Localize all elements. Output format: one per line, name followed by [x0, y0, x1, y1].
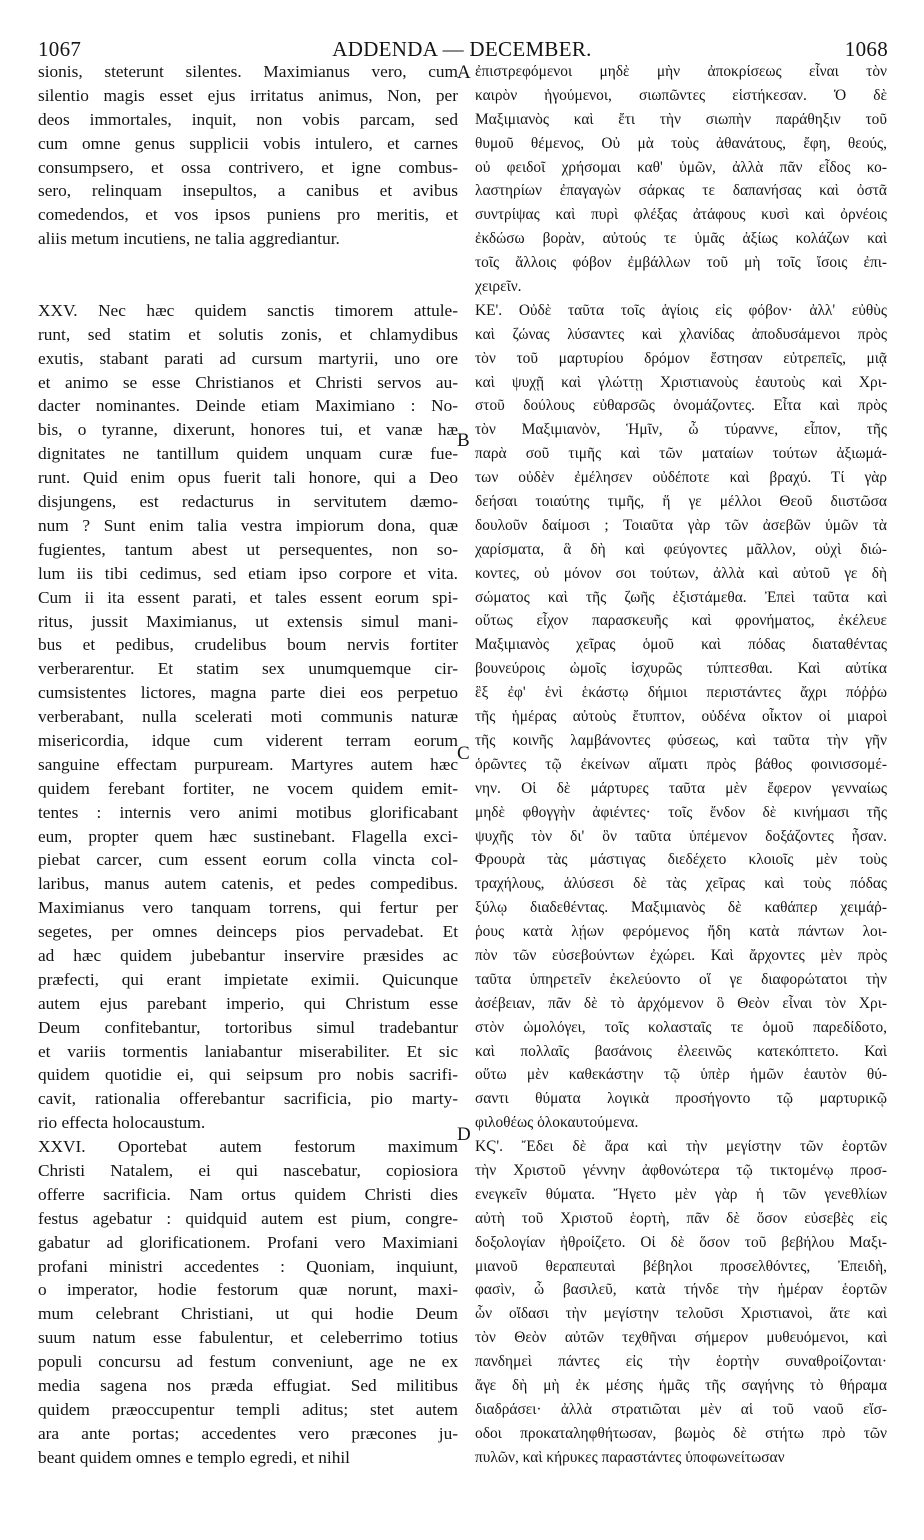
text-line: πανδημεὶ πάντες εἰς τὴν ἑορτὴν συναθροίζονται· [475, 1353, 887, 1371]
text-line: segetes, per omnes deinceps pios pervadebat. Et [38, 922, 458, 942]
text-line: μηδὲ φθογγὴν ἀφιέντες· τοῖς ἔνδον δὲ κινήμασι τῆς [475, 803, 887, 821]
text-line: comedendos, et vos ipsos puniens pro meritis, et [38, 205, 458, 225]
text-line: πυλῶν, καὶ κήρυκες παραστάντες ὑποφωνείτωσαν [475, 1448, 785, 1466]
text-line: et variis tormentis laniabantur miserabiliter. Et sic [38, 1041, 458, 1061]
text-line: βουνεύροις ὠμοῖς ἰσχυρῶς τύπτεσθαι. Καὶ αὐτίκα [475, 660, 887, 678]
text-line: ΚΕ'. Οὐδὲ ταῦτα τοῖς ἁγίοις εἰς φόβον· ἀλλ' εὐθὺς [475, 301, 887, 319]
text-line: ΚϚ'. Ἔδει δὲ ἄρα καὶ τὴν μεγίστην τῶν ἑορτῶν [475, 1138, 887, 1156]
latin-column [38, 60, 458, 1470]
text-line: στοῦ δούλους εὐθαρσῶς ὀνομάζοντες. Εἶτα καὶ πρὸς [475, 397, 887, 415]
text-line: num ? Sunt enim talia vestra impiorum dona, quæ [38, 515, 458, 535]
greek-column [475, 60, 887, 1470]
text-line: silentio magis esset ejus irritatus animus, Non, per [38, 85, 458, 105]
text-line: τῆς κοινῆς λαμβάνοντες φύσεως, καὶ ταῦτα τὴν γῆν [475, 731, 887, 749]
text-line: Φρουρὰ τὰς μάστιγας διεδέχετο κλοιοῖς μὲν τοὺς [475, 851, 887, 869]
text-line: verberabant, nulla scelerati moti communis naturæ [38, 707, 458, 727]
text-line: XXVI. Oportebat autem festorum maximum [38, 1137, 458, 1157]
text-line: populi concursu ad festum conveniunt, age ne ex [38, 1352, 458, 1372]
text-line: ἀσέβειαν, πᾶν δὲ τὸ ἀρχόμενον ὃ Θεὸν εἶναι τὸν Χρι- [475, 994, 887, 1012]
text-line: laribus, manus autem catenis, et pedes compedibus. [38, 874, 458, 894]
text-line: verberarentur. Et statim sex unumquemque cir- [38, 659, 458, 679]
text-line: quidem ferebant fortiter, ne vocem quidem emit- [38, 778, 458, 798]
text-line: τοῖς ἄλλοις φόβον ἐμβάλλων τοῦ μὴ τοῖς ἴσοις ἐπι- [475, 254, 887, 272]
text-line: consumpsero, et ossa contrivero, et igne combus- [38, 157, 458, 177]
text-line: καὶ ζώνας λύσαντες καὶ χλανίδας ἀποδυσάμενοι πρὸς [475, 325, 887, 343]
text-line: cavit, rationalia offerebantur sacrificia, pio marty- [38, 1089, 458, 1109]
text-line: ἐπιστρεφόμενοι μηδὲ μὴν ἀποκρίσεως εἶναι τὸν [475, 63, 887, 80]
text-line: ενεγκεῖν θύματα. Ἤγετο μὲν γὰρ ἡ τῶν γενεθλίων [475, 1185, 887, 1203]
text-line: Cum ii ita essent parati, et tales essent eorum spi- [38, 587, 458, 607]
running-title: ADDENDA — DECEMBER. [332, 37, 592, 61]
text-line: offerre sacrificia. Nam ortus quidem Christi dies [38, 1184, 458, 1204]
text-line: τὸν τοῦ μαρτυρίου δρόμον ἔστησαν εὐτρεπεῖς, μιᾷ [475, 349, 887, 367]
text-line: μιανοῦ θεραπευταὶ βέβηλοι προσελθόντες, Ἐπειδὴ, [475, 1257, 887, 1275]
text-line: beant quidem omnes e templo egredi, et nihil [38, 1447, 350, 1467]
greek-paragraph-3 [475, 1135, 887, 1469]
text-line: cum omne genus supplicii vobis intulero, et carnes [38, 133, 458, 153]
text-line: σαντι θύματα λογικὰ προσήγοντο τῷ μαρτυρικῷ [475, 1090, 887, 1108]
text-line: et animo se esse Christianos et Christi servos au- [38, 372, 458, 392]
text-line: cumsistentes lictores, magna parte diei eos perpetuo [38, 683, 458, 703]
text-line: καὶ ψυχῇ καὶ γλώττῃ Χριστιανοὺς ἑαυτοὺς καὶ Χρι- [475, 373, 887, 391]
text-line: ψυχῆς τὸν δι' ὃν ταῦτα ὑπέμενον δοξάζοντες ἦσαν. [475, 827, 887, 845]
text-line: Μαξιμιανὸς καὶ ἔτι τὴν σιωπὴν παράθηξιν τοῦ [475, 110, 887, 128]
margin-marker-d: D [457, 1124, 471, 1145]
text-line: media sagena nos præda effugiat. Sed militibus [38, 1376, 458, 1395]
text-line: χειρεῖν. [475, 278, 522, 296]
text-line: ὁρῶντες τῷ ἐκείνων αἵματι πρὸς βάθος φοινισσομέ- [475, 755, 887, 773]
text-line: Μαξιμιανὸς χεῖρας ὁμοῦ καὶ πόδας διαταθέντας [475, 636, 887, 654]
text-line: piebat carcer, cum essent eorum colla vincta col- [38, 850, 458, 870]
text-line: ara ante portas; accedentes vero præcones ju- [38, 1423, 458, 1443]
text-line: νην. Οἱ δὲ μάρτυρες ταῦτα μὲν ἔφερον γενναίως [475, 779, 887, 797]
text-line: τὴν Χριστοῦ γέννην ἀφθονώτερα τῷ τικτομένῳ προσ- [475, 1161, 887, 1179]
text-line: quidem præoccupentur templi aditus; stet autem [38, 1399, 458, 1419]
text-line: δεήσαι τοιαύτης τιμῆς, ἥ γε μέλλοι Θεοῦ διιστῶσα [475, 493, 887, 511]
text-line: κοντες, οὐ μόνον σοι τούτων, ἀλλὰ καὶ αὐτοῦ γε δὴ [475, 564, 887, 582]
text-line: ξύλῳ διαδεθέντας. Μαξιμιανὸς δὲ καθάπερ χειμάῤ- [475, 899, 887, 917]
text-line: festus agebatur : quidquid autem est pium, congre- [38, 1208, 458, 1228]
text-line: fugientes, tantum abest ut persequentes, non so- [38, 539, 458, 559]
text-line: συντρίψας καὶ πυρὶ φλέξας ἀτάφους κυσὶ καὶ ὀρνέοις [475, 206, 887, 224]
text-line: χαρίσματα, ἃ δὴ καὶ φεύγοντες μᾶλλον, οὐχὶ διώ- [475, 540, 887, 558]
greek-paragraph-1 [475, 60, 887, 299]
text-line: τὸν Μαξιμιανὸν, Ἡμῖν, ὦ τύραννε, εἶπον, τῆς [475, 421, 887, 439]
text-line: exutis, stabant parati ad cursum martyrii, uno ore [38, 348, 458, 368]
text-line: των οὐδὲν ἐμέλησεν οὐδέποτε καὶ βραχύ. Τί γὰρ [475, 469, 887, 487]
text-line: mum celebrant Christiani, ut qui hodie Deum [38, 1304, 458, 1324]
text-line: sionis, steterunt silentes. Maximianus vero, cum [38, 62, 458, 81]
latin-paragraph-3 [38, 1135, 458, 1469]
text-line: ritus, jussit Maximianus, ut extensis simul mani- [38, 611, 458, 631]
text-line: lum iis tibi cedimus, sed etiam ipso corpore et vita. [38, 563, 458, 583]
text-line: τὸν Θεὸν αὐτῶν τεχθῆναι σήμερον μυθευόμενοι, καὶ [475, 1329, 887, 1347]
text-line: παρὰ σοῦ τιμῆς καὶ τῶν ματαίων τούτων ἀξιωμά- [475, 445, 887, 463]
page-number-right: 1068 [844, 37, 888, 61]
text-line: οδοι προκαταληφθήτωσαν, βωμὸς δὲ στήτω πρὸ τῶν [475, 1424, 887, 1442]
text-line: sero, relinquam insepultos, a canibus et avibus [38, 181, 458, 201]
text-line: ταῦτα ὑπηρετεῖν ἐκελεύοντο οἵ γε διαφορώτατοι τὴν [475, 970, 887, 988]
text-line: tentes : internis vero animi motibus glorificabant [38, 802, 458, 822]
text-line: σώματος καὶ τῆς ζωῆς ἐξιστάμεθα. Ἐπεὶ ταῦτα καὶ [475, 588, 887, 606]
text-line: ad hæc quidem jubebantur inservire præsides ac [38, 945, 458, 965]
text-line: gabatur ad glorificationem. Profani vero Maximiani [38, 1232, 458, 1252]
text-line: ὧν οἴδασι τὴν μεγίστην τελοῦσι Χριστιανοὶ, ἅτε καὶ [475, 1305, 887, 1323]
text-line: οὕτως εἶχον παρασκευῆς καὶ φρονήματος, ἐκέλευε [475, 612, 887, 630]
text-line: disjungens, est redacturus in servitutem dæmo- [38, 492, 458, 512]
text-line: ἄγε δὴ μὴ ἐκ μέσης ἡμᾶς τῆς σαγήνης τὸ θήραμα [475, 1376, 887, 1394]
text-line: αὐτὴ τοῦ Χριστοῦ ἑορτὴ, πᾶν δὲ ὅσον εὐσεβὲς εἰς [475, 1209, 887, 1227]
text-line: Christi Natalem, ei qui nascebatur, copiosiora [38, 1160, 458, 1180]
text-line: Deum confitebantur, tortoribus simul tradebantur [38, 1017, 458, 1037]
text-line: φασὶν, ὦ βασιλεῦ, κατὰ τήνδε τὴν ἡμέραν ἑορτῶν [475, 1281, 887, 1299]
text-line: runt. Quid enim opus fuerit tali honore, qui a Deo [38, 468, 458, 488]
text-line: misericordia, idque cum viderent terram eorum [38, 730, 458, 750]
greek-paragraph-2 [475, 299, 887, 1135]
text-line: bus et pedibus, crudelibus boum nervis fortiter [38, 635, 458, 655]
margin-marker-c: C [457, 743, 470, 764]
text-line: φιλοθέως ὁλοκαυτούμενα. [475, 1114, 639, 1132]
text-line: καὶ πολλαῖς βασάνοις ἐλεεινῶς κατεκόπτετο. Καὶ [475, 1042, 887, 1060]
text-line: δουλοῦν δαίμοσι ; Τοιαῦτα γὰρ τῶν ἀσεβῶν ὑμῶν τὰ [475, 516, 887, 534]
margin-marker-a: A [457, 62, 471, 83]
text-line: o imperator, hodie festorum quæ norunt, maxi- [38, 1280, 458, 1300]
text-line: λαστηρίων ἐπαγαγὼν σάρκας τε δαπανήσας καὶ ὀστᾶ [475, 182, 887, 200]
text-line: bis, o tyranne, dixerunt, honores tui, et vanæ hæ [38, 420, 458, 440]
text-line: deos immortales, inquit, non vobis parcam, sed [38, 109, 458, 129]
margin-marker-b: B [457, 430, 470, 451]
text-line: ἓξ ἐφ' ἑνὶ ἑκάστῳ δήμιοι περιστάντες ἄχρι πόῤῥω [475, 684, 887, 702]
text-line: τραχήλους, ἁλύσεσι δὲ τὰς χεῖρας καὶ τοὺς πόδας [475, 875, 887, 893]
text-line: eum, propter quem hæc sustinebant. Flagella exci- [38, 826, 458, 846]
latin-paragraph-2 [38, 299, 458, 1135]
text-line: καιρὸν ἡγούμενοι, σιωπῶντες εἱστήκεσαν. Ὁ δὲ [475, 86, 887, 104]
text-line: πὸν τῶν εὐσεβούντων ἐχώρει. Καὶ ἄρχοντες μὲν πρὸς [475, 946, 887, 964]
latin-paragraph-1 [38, 60, 458, 299]
page-number-left: 1067 [38, 37, 82, 61]
text-line: δοξολογίαν ἠθροίζετο. Οἱ δὲ ὅσον τοῦ βεβήλου Μαξι- [475, 1233, 887, 1251]
text-line: dacter nominantes. Deinde etiam Maximiano : No- [38, 396, 458, 416]
text-line: Maximianus vero tanquam torrens, qui fertur per [38, 898, 458, 918]
text-line: θυμοῦ θέμενος, Οὐ μὰ τοὺς ἀθανάτους, ἔφη, θεούς, [475, 134, 887, 152]
text-line: dignitates ne tantillum quidem unquam curæ fue- [38, 444, 458, 464]
text-line: ἐκδώσω βορὰν, αὐτούς τε ὑμᾶς ἀξίως κολάζων καὶ [475, 230, 887, 248]
text-line: rio effecta holocaustum. [38, 1113, 206, 1133]
text-line: ῥους κατὰ λῄων φερόμενος ἤδη κατὰ πάντων λοι- [475, 923, 887, 941]
text-line: profani ministri accedentes : Quoniam, inquiunt, [38, 1256, 458, 1276]
text-line: οὕτω μὲν καθεκάστην τῷ ὑπὲρ ἡμῶν ἑαυτὸν θύ- [475, 1066, 887, 1084]
text-line: στὸν ὡμολόγει, τοῖς κολασταῖς τε ὁμοῦ παρεδίδοτο, [475, 1018, 887, 1036]
text-line: aliis metum incutiens, ne talia aggrediantur. [38, 229, 340, 249]
text-line: suum natum esse fabulentur, et celeberrimo totius [38, 1328, 458, 1348]
text-line: præfecti, qui erant impietate eximii. Quicunque [38, 969, 458, 989]
text-line: autem ejus parebant imperio, qui Christum esse [38, 993, 458, 1013]
text-line: runt, sed statim et solutis zonis, et chlamydibus [38, 324, 458, 344]
text-line: διαδράσει· ἀλλὰ στρατιῶται μὲν αἱ τοῦ ναοῦ εἴσ- [475, 1400, 887, 1418]
text-line: sanguine effectam purpuream. Martyres autem hæc [38, 754, 458, 774]
text-line: XXV. Nec hæc quidem sanctis timorem attule- [38, 300, 458, 320]
text-line: οὐ φειδοῖ χρήσομαι καθ' ὑμῶν, ἀλλὰ πᾶν εἶδος κο- [475, 158, 887, 176]
text-line: quidem quotidie ei, qui seipsum pro nobis sacrifi- [38, 1065, 458, 1085]
text-line: τῆς ἡμέρας αὐτοὺς ἔτυπτον, οὐδένα οἶκτον οἱ μιαροὶ [475, 708, 887, 726]
